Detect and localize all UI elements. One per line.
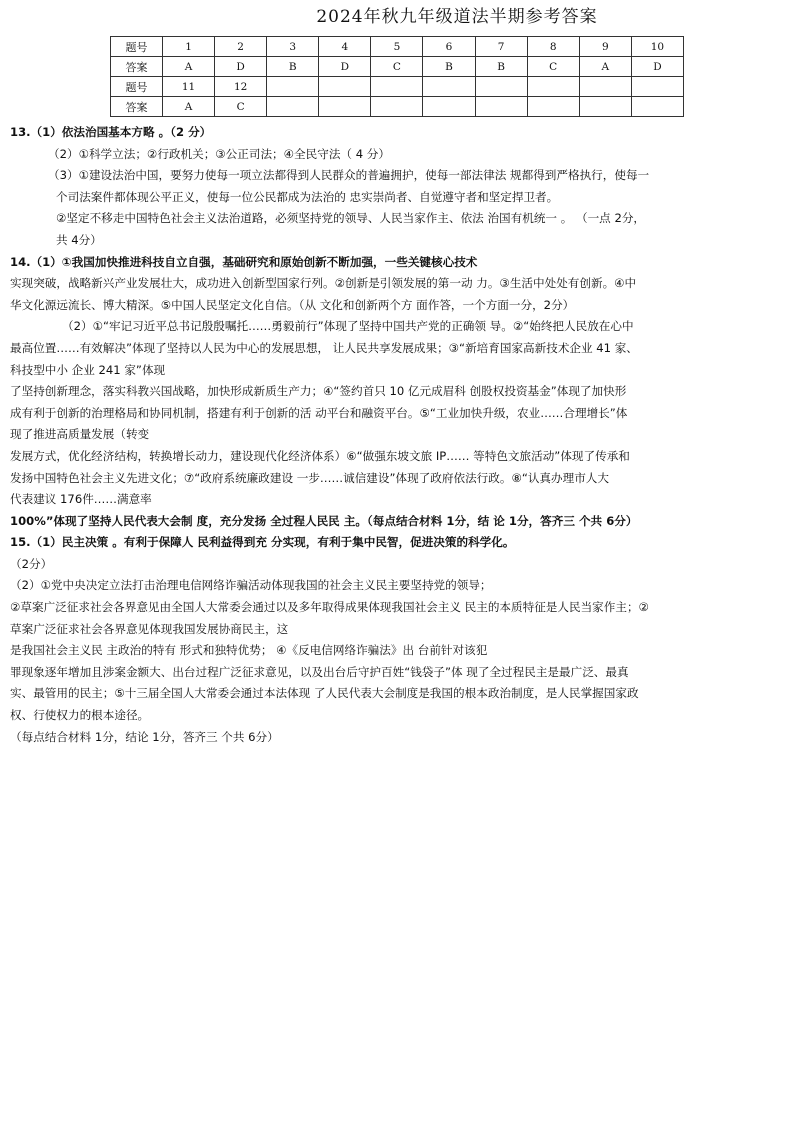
q13-part3-line: （3）①建设法治中国，要努力使每一项立法都得到人民群众的普遍拥护，使每一部法律法 规都得到严格执行，使每一 — [48, 168, 650, 183]
table-cell: 3 — [267, 37, 319, 57]
q14-part2-line: 成有利于创新的治理格局和协同机制，搭建有利于创新的活 动平台和融资平台。⑤“工业加快升级，农业……合理增长”体 — [10, 405, 628, 420]
q15-score-note: （每点结合材料 1分，结论 1分，答齐三 个共 6分） — [10, 729, 279, 744]
table-cell: D — [631, 57, 683, 77]
table-cell — [631, 97, 683, 117]
table-cell: 11 — [163, 77, 215, 97]
q15-part2-line: （2）①党中央决定立法打击治理电信网络诈骗活动体现我国的社会主义民主要坚持党的领导； — [10, 578, 492, 593]
q14-part2-line: 发扬中国特色社会主义先进文化；⑦“政府系统廉政建设 一步……诚信建设”体现了政府依法行政。⑧“认真办理市人大 — [10, 470, 609, 485]
q15-part1-score: （2分） — [10, 556, 53, 571]
table-cell: 9 — [579, 37, 631, 57]
table-cell — [475, 97, 527, 117]
page-title: 2024年秋九年级道法半期参考答案 — [316, 7, 598, 27]
table-cell: D — [215, 57, 267, 77]
q15-part2-line: 是我国社会主义民 主政治的特有 形式和独特优势； ④《反电信网络诈骗法》出 台前针对该犯 — [10, 643, 488, 658]
q15-part2-line: 权、行使权力的根本途径。 — [10, 708, 150, 723]
q14-part2-line: 代表建议 176件……满意率 — [10, 492, 152, 507]
q15-part2-line: 实、最管用的民主；⑤十三届全国人大常委会通过本法体现 了人民代表大会制度是我国的根本政治制度，是人民掌握国家政 — [10, 686, 639, 701]
table-cell — [371, 77, 423, 97]
q13-part3-line: 共 4分） — [56, 232, 102, 247]
table-cell: C — [527, 57, 579, 77]
q14-part2-line: 100%”体现了坚持人民代表大会制 度，充分发扬 全过程人民民 主。（每点结合材料 1分，结 论 1分，答齐三 个共 6分） — [10, 513, 638, 528]
row-header: 题号 — [111, 77, 163, 97]
table-cell: 4 — [319, 37, 371, 57]
table-cell — [579, 97, 631, 117]
q14-part1-line: 实现突破，战略新兴产业发展壮大，成功进入创新型国家行列。②创新是引领发展的第一动 力。③生活中处处有创新。④中 — [10, 276, 637, 291]
table-cell — [631, 77, 683, 97]
table-cell: 7 — [475, 37, 527, 57]
table-cell: 8 — [527, 37, 579, 57]
table-cell — [267, 97, 319, 117]
table-cell: 12 — [215, 77, 267, 97]
table-cell — [319, 77, 371, 97]
table-cell — [267, 77, 319, 97]
table-row — [111, 37, 684, 57]
table-cell: 2 — [215, 37, 267, 57]
table-cell: 10 — [631, 37, 683, 57]
q15-part2-line: 罪现象逐年增加且涉案金额大、出台过程广泛征求意见，以及出台后守护百姓“钱袋子”体 现了全过程民主是最广泛、最真 — [10, 664, 629, 679]
table-cell: B — [475, 57, 527, 77]
table-cell: B — [423, 57, 475, 77]
table-row — [111, 97, 684, 117]
table-cell — [423, 77, 475, 97]
table-cell — [423, 97, 475, 117]
q14-part2-line: （2）①“牢记习近平总书记殷殷嘱托……勇毅前行”体现了坚持中国共产党的正确领 导。②“始终把人民放在心中 — [62, 319, 634, 334]
row-header: 答案 — [111, 57, 163, 77]
table-cell: A — [163, 57, 215, 77]
row-header: 题号 — [111, 37, 163, 57]
q14-part2-line: 了坚持创新理念，落实科教兴国战略，加快形成新质生产力；④“签约首只 10 亿元成眉科 创股权投资基金”体现了加快形 — [10, 384, 627, 399]
table-cell: 6 — [423, 37, 475, 57]
answer-table — [110, 36, 684, 117]
q14-part2-line: 发展方式，优化经济结构，转换增长动力，建设现代化经济体系）⑥“做强东坡文旅 IP…… 等特色文旅活动”体现了传承和 — [10, 448, 630, 463]
table-cell — [475, 77, 527, 97]
table-row — [111, 57, 684, 77]
q14-part2-line: 现了推进高质量发展（转变 — [10, 427, 150, 442]
table-cell — [319, 97, 371, 117]
table-cell: B — [267, 57, 319, 77]
q13-part3-line: ②坚定不移走中国特色社会主义法治道路，必须坚持党的领导、人民当家作主、依法 治国有机统一 。 （一点 2分， — [56, 211, 646, 226]
answer-content — [10, 122, 790, 748]
q14-part2-line: 科技型中小 企业 241 家”体现 — [10, 362, 166, 377]
q15-part2-line: 草案广泛征求社会各界意见体现我国发展协商民主，这 — [10, 621, 289, 636]
q13-part3-line: 个司法案件都体现公平正义，使每一位公民都成为法治的 忠实崇尚者、自觉遵守者和坚定捍卫者。 — [56, 189, 559, 204]
table-cell — [527, 97, 579, 117]
q14-part1-line: 14.（1）①我国加快推进科技自立自强，基础研究和原始创新不断加强，一些关键核心技术 — [10, 254, 478, 269]
table-cell: A — [163, 97, 215, 117]
row-header: 答案 — [111, 97, 163, 117]
q13-part2: （2）①科学立法；②行政机关；③公正司法；④全民守法（ 4 分） — [48, 146, 390, 161]
table-cell: D — [319, 57, 371, 77]
table-row — [111, 77, 684, 97]
table-cell: 1 — [163, 37, 215, 57]
q13-part1: 13.（1）依法治国基本方略 。（2 分） — [10, 125, 212, 139]
q15-part1: 15.（1）民主决策 。有利于保障人 民利益得到充 分实现，有利于集中民智，促进决策的科学化。 — [10, 535, 515, 550]
table-cell — [371, 97, 423, 117]
table-cell — [579, 77, 631, 97]
table-cell: A — [579, 57, 631, 77]
table-cell: C — [215, 97, 267, 117]
table-cell: 5 — [371, 37, 423, 57]
q14-part2-line: 最高位置……有效解决”体现了坚持以人民为中心的发展思想， 让人民共享发展成果；③“新培育国家高新技术企业 41 家、 — [10, 340, 638, 355]
q15-part2-line: ②草案广泛征求社会各界意见由全国人大常委会通过以及多年取得成果体现我国社会主义 民主的本质特征是人民当家作主；② — [10, 600, 649, 615]
q14-part1-line: 华文化源远流长、博大精深。⑤中国人民坚定文化自信。（从 文化和创新两个方 面作答，一个方面一分，2分） — [10, 297, 575, 312]
table-cell: C — [371, 57, 423, 77]
table-cell — [527, 77, 579, 97]
